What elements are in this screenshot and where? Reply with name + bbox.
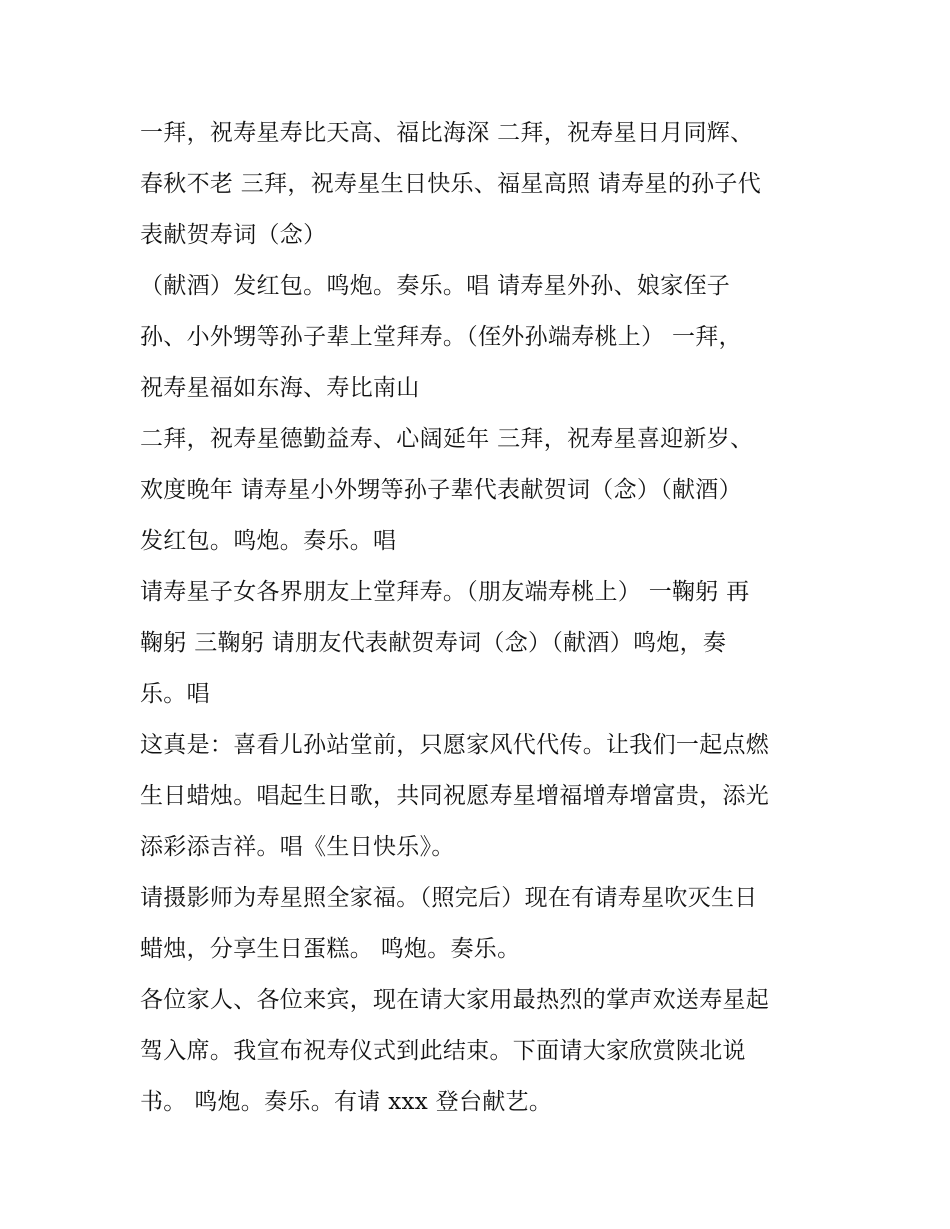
text-line: 这真是：喜看儿孙站堂前，只愿家风代代传。让我们一起点燃 [140, 732, 770, 758]
text-line: 欢度晚年 请寿星小外甥等孙子辈代表献贺词（念）（献酒） [140, 477, 742, 503]
text-line: 添彩添吉祥。唱《生日快乐》。 [140, 834, 455, 860]
text-line: 驾入席。我宣布祝寿仪式到此结束。下面请大家欣赏陕北说 [140, 1038, 746, 1064]
text-line: 春秋不老 三拜，祝寿星生日快乐、福星高照 请寿星的孙子代 [140, 171, 762, 197]
text-line: （献酒）发红包。鸣炮。奏乐。唱 请寿星外孙、娘家侄子 [140, 273, 731, 299]
text-line: 书。 鸣炮。奏乐。有请 xxx 登台献艺。 [140, 1089, 553, 1115]
text-line: 鞠躬 三鞠躬 请朋友代表献贺寿词（念）（献酒）鸣炮，奏 [140, 630, 727, 656]
text-line: 请寿星子女各界朋友上堂拜寿。（朋友端寿桃上） 一鞠躬 再 [140, 579, 750, 605]
text-line: 表献贺寿词（念） [140, 222, 327, 248]
document-body [140, 108, 820, 1128]
text-line: 蜡烛，分享生日蛋糕。 鸣炮。奏乐。 [140, 936, 521, 962]
text-line: 二拜，祝寿星德勤益寿、心阔延年 三拜，祝寿星喜迎新岁、 [140, 426, 754, 452]
text-line: 祝寿星福如东海、寿比南山 [140, 375, 420, 401]
text-line: 生日蜡烛。唱起生日歌，共同祝愿寿星增福增寿增富贵，添光 [140, 783, 770, 809]
text-line: 乐。唱 [140, 681, 210, 707]
text-line: 请摄影师为寿星照全家福。（照完后）现在有请寿星吹灭生日 [140, 885, 758, 911]
text-line: 孙、小外甥等孙子辈上堂拜寿。（侄外孙端寿桃上） 一拜， [140, 324, 742, 350]
text-line: 各位家人、各位来宾，现在请大家用最热烈的掌声欢送寿星起 [140, 987, 770, 1013]
text-line: 一拜，祝寿星寿比天高、福比海深 二拜，祝寿星日月同辉、 [140, 120, 754, 146]
text-line: 发红包。鸣炮。奏乐。唱 [140, 528, 397, 554]
